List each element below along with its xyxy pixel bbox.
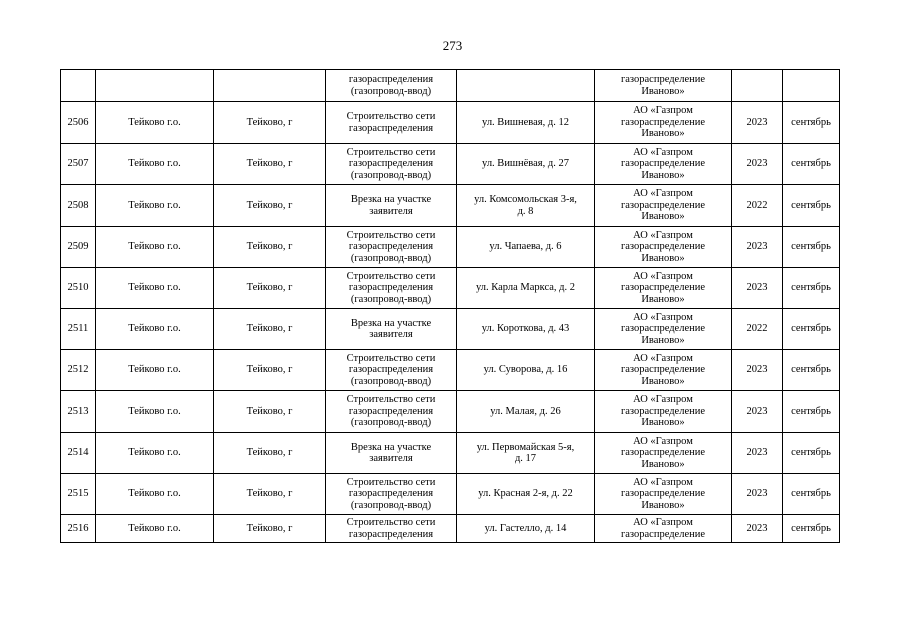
cell-address: ул. Короткова, д. 43 (457, 309, 595, 350)
cell-district: Тейково г.о. (96, 433, 214, 474)
cell-work-type: Строительство сети газораспределения (газопровод-ввод) (326, 268, 457, 309)
cell-number: 2509 (61, 227, 96, 268)
cell-address: ул. Первомайская 5-я, д. 17 (457, 433, 595, 474)
cell-organization: АО «Газпром газораспределение Иваново» (595, 227, 732, 268)
cell-number: 2510 (61, 268, 96, 309)
cell-work-type: Строительство сети газораспределения (газопровод-ввод) (326, 474, 457, 515)
cell-organization: АО «Газпром газораспределение Иваново» (595, 350, 732, 391)
cell-month: сентябрь (783, 433, 840, 474)
cell-work-type: Строительство сети газораспределения (326, 102, 457, 144)
cell-address (457, 70, 595, 102)
cell-month: сентябрь (783, 268, 840, 309)
table-row (61, 515, 840, 543)
page-number: 273 (442, 38, 463, 53)
cell-address: ул. Вишневая, д. 12 (457, 102, 595, 144)
cell-year: 2023 (732, 391, 783, 433)
cell-work-type: Строительство сети газораспределения (газопровод-ввод) (326, 144, 457, 185)
cell-month: сентябрь (783, 309, 840, 350)
cell-address: ул. Чапаева, д. 6 (457, 227, 595, 268)
cell-month: сентябрь (783, 350, 840, 391)
cell-month: сентябрь (783, 227, 840, 268)
cell-district: Тейково г.о. (96, 268, 214, 309)
cell-year: 2023 (732, 474, 783, 515)
cell-district: Тейково г.о. (96, 227, 214, 268)
cell-locality: Тейково, г (214, 144, 326, 185)
cell-month: сентябрь (783, 185, 840, 227)
cell-organization: АО «Газпром газораспределение (595, 515, 732, 543)
cell-district: Тейково г.о. (96, 391, 214, 433)
table-row (61, 474, 840, 515)
cell-district: Тейково г.о. (96, 350, 214, 391)
cell-locality: Тейково, г (214, 227, 326, 268)
cell-organization: АО «Газпром газораспределение Иваново» (595, 185, 732, 227)
cell-year: 2023 (732, 515, 783, 543)
cell-district: Тейково г.о. (96, 102, 214, 144)
cell-district (96, 70, 214, 102)
cell-number: 2512 (61, 350, 96, 391)
cell-month: сентябрь (783, 391, 840, 433)
cell-organization: АО «Газпром газораспределение Иваново» (595, 309, 732, 350)
cell-work-type: газораспределения (газопровод-ввод) (326, 70, 457, 102)
cell-address: ул. Гастелло, д. 14 (457, 515, 595, 543)
cell-address: ул. Комсомольская 3-я, д. 8 (457, 185, 595, 227)
gas-connection-table (60, 69, 840, 543)
cell-year: 2023 (732, 102, 783, 144)
cell-work-type: Строительство сети газораспределения (газопровод-ввод) (326, 391, 457, 433)
cell-year: 2023 (732, 433, 783, 474)
cell-district: Тейково г.о. (96, 144, 214, 185)
cell-organization: АО «Газпром газораспределение Иваново» (595, 144, 732, 185)
cell-address: ул. Малая, д. 26 (457, 391, 595, 433)
cell-locality: Тейково, г (214, 350, 326, 391)
cell-district: Тейково г.о. (96, 309, 214, 350)
cell-locality: Тейково, г (214, 268, 326, 309)
cell-number (61, 70, 96, 102)
cell-locality: Тейково, г (214, 391, 326, 433)
cell-work-type: Строительство сети газораспределения (газопровод-ввод) (326, 350, 457, 391)
cell-address: ул. Красная 2-я, д. 22 (457, 474, 595, 515)
table-row (61, 144, 840, 185)
cell-number: 2511 (61, 309, 96, 350)
cell-month (783, 70, 840, 102)
cell-year: 2023 (732, 227, 783, 268)
cell-organization: АО «Газпром газораспределение Иваново» (595, 433, 732, 474)
table-row (61, 391, 840, 433)
cell-locality: Тейково, г (214, 433, 326, 474)
table-row (61, 185, 840, 227)
cell-address: ул. Вишнёвая, д. 27 (457, 144, 595, 185)
cell-district: Тейково г.о. (96, 185, 214, 227)
table-row (61, 227, 840, 268)
cell-locality: Тейково, г (214, 102, 326, 144)
cell-number: 2513 (61, 391, 96, 433)
cell-number: 2516 (61, 515, 96, 543)
cell-work-type: Строительство сети газораспределения (326, 515, 457, 543)
cell-year (732, 70, 783, 102)
table-row (61, 433, 840, 474)
table-row (61, 268, 840, 309)
cell-address: ул. Суворова, д. 16 (457, 350, 595, 391)
cell-number: 2515 (61, 474, 96, 515)
table-row (61, 309, 840, 350)
cell-address: ул. Карла Маркса, д. 2 (457, 268, 595, 309)
cell-organization: АО «Газпром газораспределение Иваново» (595, 268, 732, 309)
cell-work-type: Строительство сети газораспределения (газопровод-ввод) (326, 227, 457, 268)
cell-work-type: Врезка на участке заявителя (326, 185, 457, 227)
cell-year: 2023 (732, 144, 783, 185)
table-row (61, 70, 840, 102)
cell-year: 2023 (732, 268, 783, 309)
cell-locality (214, 70, 326, 102)
cell-organization: АО «Газпром газораспределение Иваново» (595, 391, 732, 433)
table-row (61, 102, 840, 144)
cell-month: сентябрь (783, 515, 840, 543)
cell-number: 2506 (61, 102, 96, 144)
cell-organization: газораспределение Иваново» (595, 70, 732, 102)
cell-year: 2023 (732, 350, 783, 391)
cell-district: Тейково г.о. (96, 515, 214, 543)
cell-locality: Тейково, г (214, 309, 326, 350)
cell-number: 2507 (61, 144, 96, 185)
cell-month: сентябрь (783, 144, 840, 185)
cell-locality: Тейково, г (214, 515, 326, 543)
cell-district: Тейково г.о. (96, 474, 214, 515)
cell-number: 2514 (61, 433, 96, 474)
cell-work-type: Врезка на участке заявителя (326, 309, 457, 350)
cell-organization: АО «Газпром газораспределение Иваново» (595, 102, 732, 144)
cell-locality: Тейково, г (214, 185, 326, 227)
cell-organization: АО «Газпром газораспределение Иваново» (595, 474, 732, 515)
cell-month: сентябрь (783, 474, 840, 515)
cell-work-type: Врезка на участке заявителя (326, 433, 457, 474)
cell-month: сентябрь (783, 102, 840, 144)
table-row (61, 350, 840, 391)
cell-year: 2022 (732, 309, 783, 350)
cell-locality: Тейково, г (214, 474, 326, 515)
cell-year: 2022 (732, 185, 783, 227)
cell-number: 2508 (61, 185, 96, 227)
